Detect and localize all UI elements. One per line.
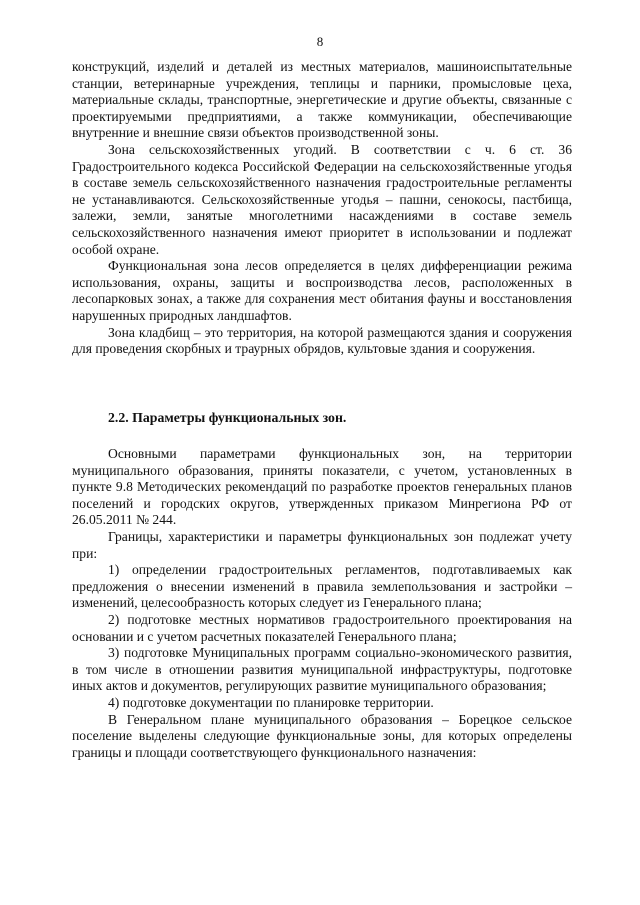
paragraph-forest-zone: Функциональная зона лесов определяется в целях дифференциации режима использования, охраны, защиты и воспроизводства лесов, расположенных в лесопарковых зонах, а также для сохранения мест обитания фауны и восстановления нарушенных природных ландшафтов. [72,258,572,323]
body-text-lower [72,446,572,761]
list-item-1: 1) определении градостроительных регламентов, подготавливаемых как предложения о внесении изменений в правила землепользования и застройки – изменений, целесообразность которых следует из Генерального плана; [72,562,572,611]
paragraph-zones-intro: В Генеральном плане муниципального образования – Борецкое сельское поселение выделены следующие функциональные зоны, для которых определены границы и площади соответствующего функционального назначения: [72,711,572,760]
paragraph-boundaries-intro: Границы, характеристики и параметры функциональных зон подлежат учету при: [72,528,572,561]
list-item-3: 3) подготовке Муниципальных программ социально-экономического развития, в том числе в отношении развития муниципальной инфраструктуры, подготовке иных актов и документов, регулирующих развитие муниципального образования; [72,645,572,694]
paragraph-industrial-zone-continued: конструкций, изделий и деталей из местных материалов, машиноиспытательные станции, ветеринарные учреждения, теплицы и парники, промысловые цеха, материальные склады, транспортные, энергетические и другие объекты, связанные с проектируемыми предприятиями, а также коммуникации, обеспечивающие внутренние и внешние связи объектов производственной зоны. [72,59,572,141]
paragraph-cemetery-zone: Зона кладбищ – это территория, на которой размещаются здания и сооружения для проведения скорбных и траурных обрядов, культовые здания и сооружения. [72,324,572,357]
list-item-4: 4) подготовке документации по планировке территории. [108,694,434,710]
paragraph-agricultural-land: Зона сельскохозяйственных угодий. В соответствии с ч. 6 ст. 36 Градостроительного кодекса Российской Федерации на сельскохозяйственные угодья в составе земель сельскохозяйственного назначения градостроительные регламенты не устанавливаются. Сельскохозяйственные угодья – пашни, сенокосы, пастбища, залежи, земли, занятые многолетними насаждениями в составе земель сельскохозяйственного назначения имеют приоритет в использовании и подлежат особой охране. [72,141,572,257]
section-heading: 2.2. Параметры функциональных зон. [108,410,347,425]
page-number: 8 [316,34,324,49]
list-item-2: 2) подготовке местных нормативов градостроительного проектирования на основании и с учетом расчетных показателей Генерального плана; [72,611,572,644]
body-text-upper [72,59,572,358]
paragraph-main-parameters: Основными параметрами функциональных зон, на территории муниципального образования, приняты показатели, с учетом, установленных в пункте 9.8 Методических рекомендаций по разработке проектов генеральных планов поселений и городских округов, утвержденных приказом Минрегиона РФ от 26.05.2011 № 244. [72,446,572,528]
